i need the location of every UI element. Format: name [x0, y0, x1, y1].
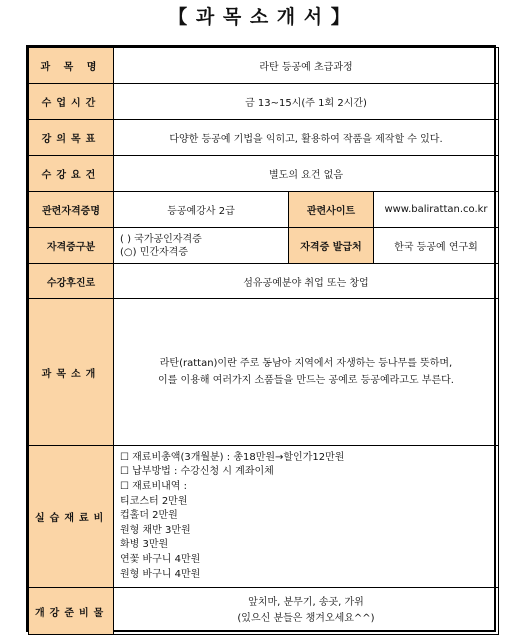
prep-line: (있으신 분들은 챙겨오세요^^) [237, 613, 375, 624]
value-intro [114, 299, 499, 446]
row-career [29, 264, 499, 299]
prep-line: 앞치마, 분무기, 송곳, 가위 [248, 597, 364, 608]
materials-line: 원형 바구니 4만원 [120, 568, 201, 580]
label-prep: 개강준비물 [29, 588, 114, 635]
row-requirement [29, 156, 499, 192]
row-goal [29, 120, 499, 156]
value-goal: 다양한 등공예 기법을 익히고, 활용하여 작품을 제작할 수 있다. [114, 120, 499, 156]
row-materials [29, 446, 499, 588]
label-site: 관련사이트 [289, 192, 374, 228]
materials-line: 원형 채반 3만원 [120, 524, 191, 536]
label-hours: 수업시간 [29, 84, 114, 120]
row-intro [29, 299, 499, 446]
label-materials: 실습재료비 [29, 446, 114, 588]
row-subject [29, 48, 499, 84]
document-title: 【 과 목 소 개 서 】 [168, 6, 351, 28]
value-subject: 라탄 등공예 초급과정 [114, 48, 499, 84]
materials-line: 화병 3만원 [120, 539, 169, 551]
value-hours: 금 13~15시(주 1회 2시간) [114, 84, 499, 120]
intro-line: 이를 이용해 여러가지 소품들을 만드는 공예로 등공예라고도 부른다. [158, 375, 454, 386]
label-requirement: 수강요건 [29, 156, 114, 192]
value-materials [114, 446, 499, 588]
materials-line: ☐ 재료비내역 : [120, 481, 187, 493]
label-cert-type: 자격증구분 [29, 228, 114, 264]
label-issuer: 자격증 발급처 [289, 228, 374, 264]
value-prep [114, 588, 499, 635]
materials-line: 티코스터 2만원 [120, 495, 188, 507]
materials-line: ☐ 납부방법 : 수강신청 시 계좌이체 [120, 466, 274, 478]
value-cert-type [114, 228, 289, 264]
row-hours [29, 84, 499, 120]
intro-line: 라탄(rattan)이란 주로 동남아 지역에서 자생하는 등나무를 뜻하며, [159, 358, 453, 369]
label-intro: 과목소개 [29, 299, 114, 446]
option-private-cert: (○) 민간자격증 [120, 246, 189, 258]
label-goal: 강의목표 [29, 120, 114, 156]
option-national-cert: ( ) 국가공인자격증 [120, 233, 202, 245]
value-requirement: 별도의 요건 없음 [114, 156, 499, 192]
materials-line: 연꽃 바구니 4만원 [120, 553, 201, 565]
materials-line: 컵홀더 2만원 [120, 510, 178, 522]
label-career: 수강후진로 [29, 264, 114, 299]
value-cert: 등공예강사 2급 [114, 192, 289, 228]
row-cert-type [29, 228, 499, 264]
value-career: 섬유공예분야 취업 또는 창업 [114, 264, 499, 299]
value-issuer: 한국 등공예 연구회 [374, 228, 499, 264]
label-subject: 과 목 명 [29, 48, 114, 84]
value-site[interactable]: www.balirattan.co.kr [374, 192, 499, 228]
materials-line: ☐ 재료비총액(3개월분) : 총18만원→할인가12만원 [120, 451, 345, 463]
course-info-table [26, 45, 496, 632]
label-cert: 관련자격증명 [29, 192, 114, 228]
row-prep [29, 588, 499, 635]
row-cert [29, 192, 499, 228]
